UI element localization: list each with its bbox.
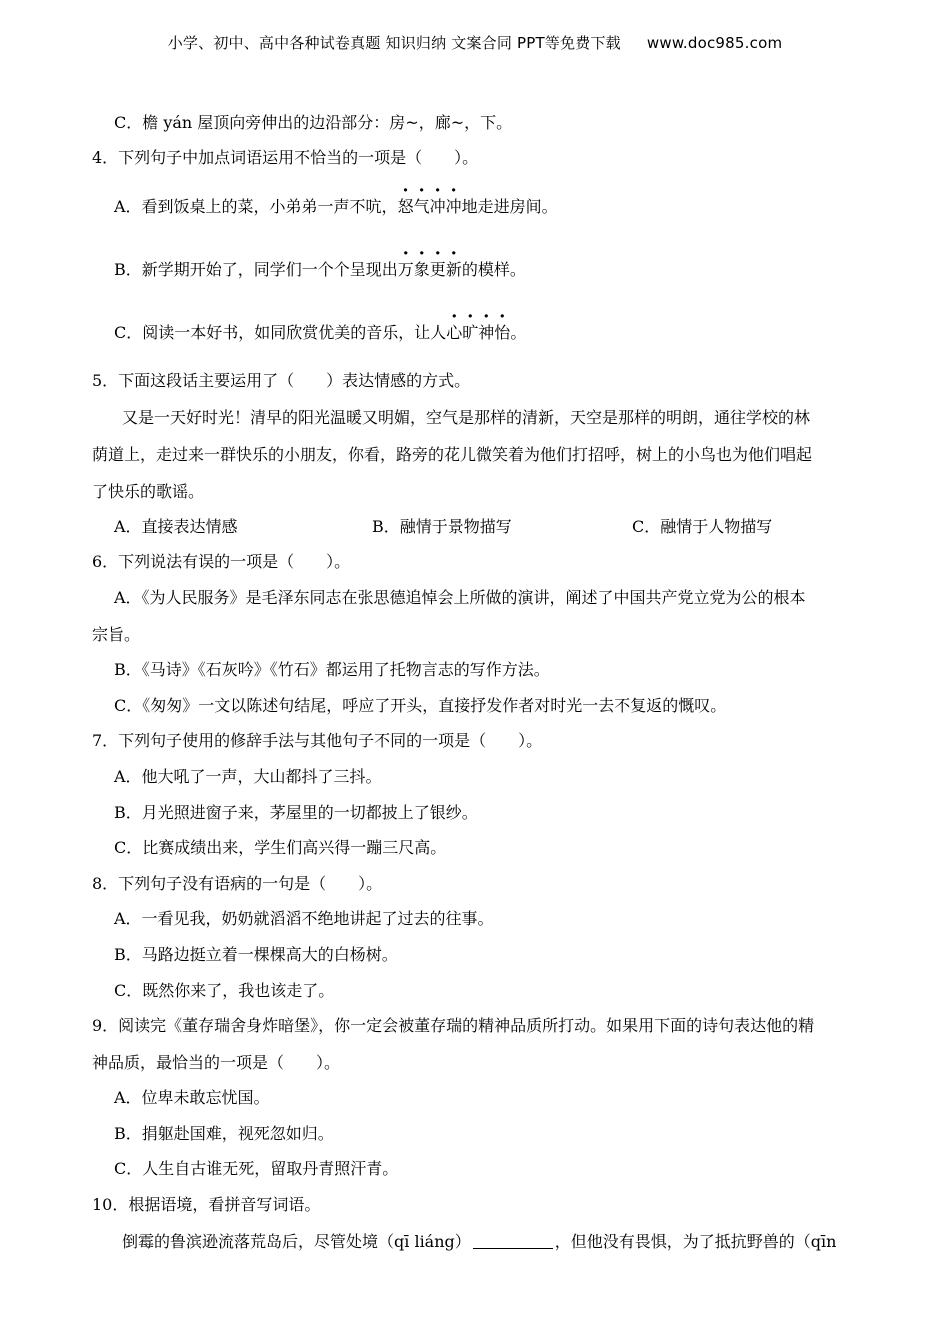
q5-paragraph-line-2: 荫道上，走过来一群快乐的小朋友，你看，路旁的花儿微笑着为他们打招呼，树上的小鸟也为他们唱起 xyxy=(92,445,813,464)
page-header xyxy=(0,32,950,53)
header-text: 小学、初中、高中各种试卷真题 知识归纳 文案合同 PPT等免费下载 xyxy=(167,34,621,52)
q9-option-a: A．位卑未敢忘忧国。 xyxy=(114,1088,270,1107)
q6-stem: 6．下列说法有误的一项是（ ）。 xyxy=(92,552,351,571)
dotted-char: 神 xyxy=(478,323,495,342)
q10-paragraph-post: ，但他没有畏惧，为了抵抗野兽的（qīn xyxy=(554,1232,837,1251)
dotted-char: 新 xyxy=(445,260,462,279)
q8-option-a: A．一看见我，奶奶就滔滔不绝地讲起了过去的往事。 xyxy=(114,909,494,928)
q4-option-b-pre: B．新学期开始了，同学们一个个呈现出 xyxy=(114,260,398,279)
header-url[interactable]: www.doc985.com xyxy=(646,34,783,52)
answer-blank[interactable] xyxy=(473,1232,553,1249)
q6-option-a-line-1: A．《为人民服务》是毛泽东同志在张思德追悼会上所做的演讲，阐述了中国共产党立党为公的根本 xyxy=(114,588,806,607)
q10-paragraph xyxy=(122,1232,836,1252)
q8-option-b: B．马路边挺立着一棵棵高大的白杨树。 xyxy=(114,945,398,964)
q6-option-a-line-2: 宗旨。 xyxy=(92,625,141,644)
q10-stem: 10．根据语境，看拼音写词语。 xyxy=(92,1195,321,1214)
q10-paragraph-pre: 倒霉的鲁滨逊流落荒岛后，尽管处境（qī liáng） xyxy=(122,1232,471,1251)
q7-option-c: C．比赛成绩出来，学生们高兴得一蹦三尺高。 xyxy=(114,838,447,857)
q4-option-a-pre: A．看到饭桌上的菜，小弟弟一声不吭， xyxy=(114,197,398,216)
q5-option-a: A．直接表达情感 xyxy=(114,517,238,536)
q5-stem: 5．下面这段话主要运用了（ ）表达情感的方式。 xyxy=(92,371,471,390)
q6-option-b: B．《马诗》《石灰吟》《竹石》都运用了托物言志的写作方法。 xyxy=(114,660,550,679)
q4-option-c-pre: C．阅读一本好书，如同欣赏优美的音乐，让人 xyxy=(114,323,447,342)
dotted-char: 更 xyxy=(429,260,446,279)
q4-option-c xyxy=(114,323,526,343)
q4-option-a-post: 地走进房间。 xyxy=(461,197,558,216)
q5-option-c: C．融情于人物描写 xyxy=(632,517,773,536)
q5-option-b: B．融情于景物描写 xyxy=(372,517,512,536)
q4-option-a xyxy=(114,197,558,217)
q8-option-c: C．既然你来了，我也该走了。 xyxy=(114,981,335,1000)
q4-option-b-post: 的模样。 xyxy=(461,260,526,279)
q9-option-c: C．人生自古谁无死，留取丹青照汗青。 xyxy=(114,1159,399,1178)
q5-paragraph-line-1: 又是一天好时光！清早的阳光温暖又明媚，空气是那样的清新，天空是那样的明朗，通往学校的林 xyxy=(122,408,811,427)
q7-option-a: A．他大吼了一声，大山都抖了三抖。 xyxy=(114,767,382,786)
q9-stem-line-1: 9．阅读完《董存瑞舍身炸暗堡》，你一定会被董存瑞的精神品质所打动。如果用下面的诗句表达他的精 xyxy=(92,1016,815,1035)
dotted-char: 气 xyxy=(413,197,430,216)
dotted-char: 怒 xyxy=(397,197,414,216)
q7-stem: 7．下列句子使用的修辞手法与其他句子不同的一项是（ ）。 xyxy=(92,731,543,750)
q5-options xyxy=(114,517,814,537)
dotted-char: 万 xyxy=(397,260,414,279)
q3-option-c: C．檐 yán 屋顶向旁伸出的边沿部分：房~，廊~，下。 xyxy=(114,113,513,132)
dotted-char: 心 xyxy=(446,323,463,342)
q7-option-b: B．月光照进窗子来，茅屋里的一切都披上了银纱。 xyxy=(114,803,478,822)
q6-option-c: C．《匆匆》一文以陈述句结尾，呼应了开头，直接抒发作者对时光一去不复返的慨叹。 xyxy=(114,696,727,715)
q5-paragraph-line-3: 了快乐的歌谣。 xyxy=(92,482,205,501)
q4-option-b xyxy=(114,260,526,280)
q4-option-c-post: 。 xyxy=(510,323,527,342)
dotted-char: 怡 xyxy=(494,323,511,342)
dotted-char: 冲 xyxy=(445,197,462,216)
q4-stem: 4．下列句子中加点词语运用不恰当的一项是（ ）。 xyxy=(92,148,479,167)
dotted-char: 旷 xyxy=(462,323,479,342)
q9-option-b: B．捐躯赴国难，视死忽如归。 xyxy=(114,1124,334,1143)
dotted-char: 冲 xyxy=(429,197,446,216)
q8-stem: 8．下列句子没有语病的一句是（ ）。 xyxy=(92,874,383,893)
q9-stem-line-2: 神品质，最恰当的一项是（ ）。 xyxy=(92,1053,341,1072)
dotted-char: 象 xyxy=(413,260,430,279)
